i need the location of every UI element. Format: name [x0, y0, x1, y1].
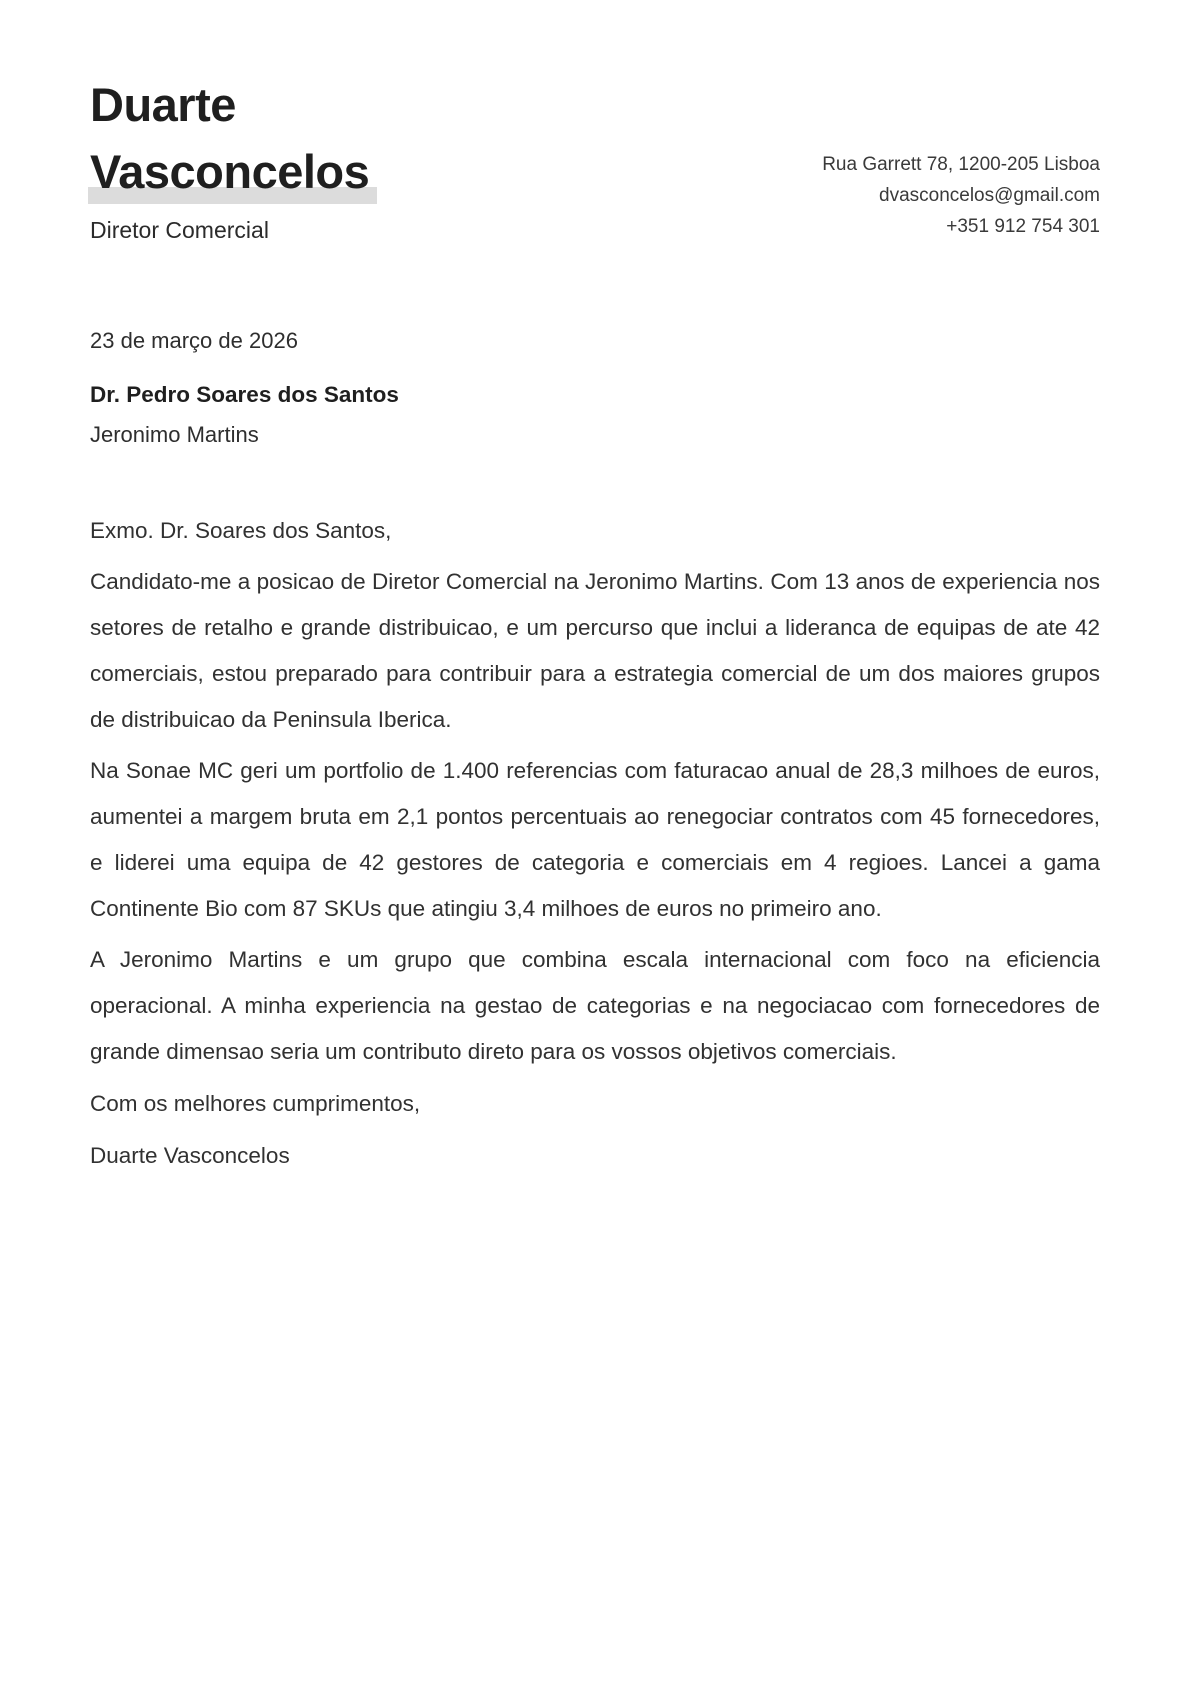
letter-date: 23 de março de 2026: [90, 328, 298, 354]
recipient-name: Dr. Pedro Soares dos Santos: [90, 382, 399, 408]
contact-address: Rua Garrett 78, 1200-205 Lisboa: [822, 154, 1100, 176]
letter-body: [90, 508, 1100, 1179]
recipient-company: Jeronimo Martins: [90, 422, 259, 448]
sender-first-name: Duarte: [90, 78, 236, 131]
body-paragraph: Na Sonae MC geri um portfolio de 1.400 referencias com faturacao anual de 28,3 milhoes de euros, aumentei a margem bruta em 2,1 pontos percentuais ao renegociar contratos com 45 fornecedores, e liderei uma equipa de 42 gestores de categoria e comerciais em 4 regioes. Lancei a gama Continente Bio com 87 SKUs que atingiu 3,4 milhoes de euros no primeiro ano.: [90, 758, 1100, 922]
body-paragraph: Candidato-me a posicao de Diretor Comercial na Jeronimo Martins. Com 13 anos de experiencia nos setores de retalho e grande distribuicao, e um percurso que inclui a lideranca de equipas de ate 42 comerciais, estou preparado para contribuir para a estrategia comercial de um dos maiores grupos de distribuicao da Peninsula Iberica.: [90, 569, 1100, 733]
contact-phone: +351 912 754 301: [946, 216, 1100, 238]
letter-header: [90, 72, 1100, 244]
closing-line: Com os melhores cumprimentos,: [90, 1091, 421, 1117]
sender-block: [90, 72, 369, 244]
contact-email: dvasconcelos@gmail.com: [879, 185, 1100, 207]
sender-name: [90, 72, 369, 205]
contact-block: [822, 149, 1100, 244]
sender-job-title: Diretor Comercial: [90, 217, 269, 244]
body-paragraph: A Jeronimo Martins e um grupo que combina escala internacional com foco na eficiencia operacional. A minha experiencia na gestao de categorias e na negociacao com fornecedores de grande dimensao seria um contributo direto para os vossos objetivos comerciais.: [90, 947, 1100, 1065]
recipient-block: [90, 382, 1100, 448]
salutation: Exmo. Dr. Soares dos Santos,: [90, 518, 392, 544]
signature-name: Duarte Vasconcelos: [90, 1143, 290, 1169]
sender-last-name: Vasconcelos: [90, 139, 369, 206]
